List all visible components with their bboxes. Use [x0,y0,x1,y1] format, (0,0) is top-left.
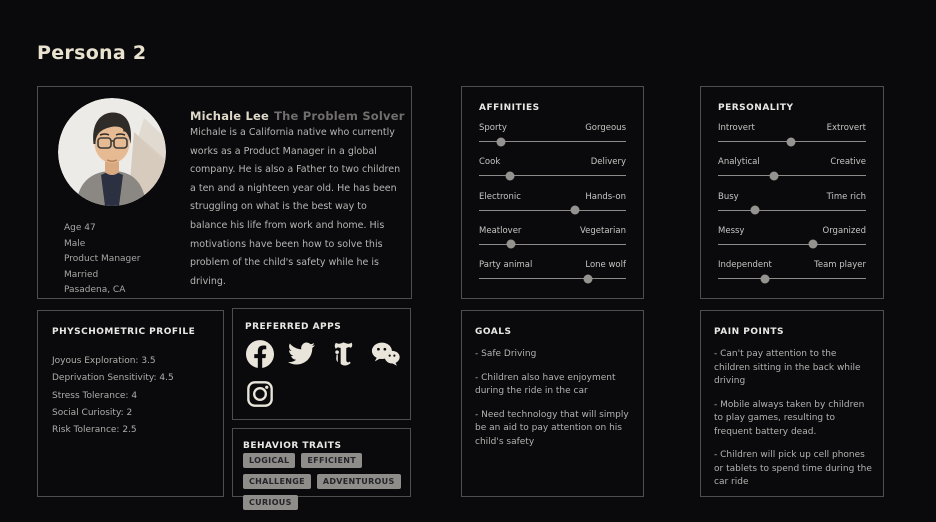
page-title: Persona 2 [37,42,147,64]
goals-panel [461,310,644,497]
affinities-sliders [479,123,626,282]
slider-labels [718,192,866,202]
slider-labels [479,192,626,202]
slider-track[interactable] [718,175,866,176]
personality-slider [718,260,866,282]
personality-slider [718,226,866,248]
slider-right-label: Team player [814,260,866,270]
pain-point-item: - Children will pick up cell phones or tablets to spend time during the car ride [714,450,872,487]
slider-handle[interactable] [808,240,817,249]
slider-right-label: Vegetarian [579,225,626,236]
slider-track[interactable] [479,244,626,245]
slider-handle[interactable] [570,206,579,215]
trait-tag: ADVENTUROUS [317,474,401,489]
slider-labels [479,226,626,236]
slider-labels [718,123,866,133]
slider-right-label: Delivery [590,157,626,168]
preferred-apps-heading: PREFERRED APPS [245,322,342,332]
pain-points-list [714,348,873,500]
affinities-panel [461,86,644,299]
goals-list [475,348,633,459]
slider-track[interactable] [479,210,626,211]
personality-sliders [718,123,866,282]
behavior-traits-panel [232,428,411,507]
slider-left-label: Electronic [479,191,521,202]
name-row [190,105,405,124]
slider-right-label: Extrovert [826,123,866,133]
affinity-slider [479,192,626,214]
demographic-item: Pasadena, CA [64,285,126,295]
slider-left-label: Sporty [479,123,507,133]
personality-slider [718,192,866,214]
slider-track[interactable] [718,141,866,142]
psychometric-item: Stress Tolerance: 4 [52,390,138,401]
pain-point-item: - Mobile always taken by children to play games, resulting to frequent battery dead. [714,399,865,437]
demographic-item: Age 47 [64,223,96,233]
slider-track[interactable] [718,210,866,211]
goals-heading: GOALS [475,327,512,337]
persona-bio: Michale is a California native who currently works as a Product Manager in a global company. He is also a Father to two children a ten and a nighteen year old. He has been struggling on what is the best way to balance his life from work and home. His motivations have been how to solve this problem of the child's safety while he is driving. [190,127,401,287]
trait-tags [243,453,402,510]
slider-labels [718,226,866,236]
slider-track[interactable] [479,175,626,176]
slider-handle[interactable] [505,171,514,180]
demographic-item: Product Manager [64,254,141,264]
pain-points-heading: PAIN POINTS [714,327,784,337]
affinity-slider [479,260,626,282]
slider-handle[interactable] [751,206,760,215]
affinity-slider [479,157,626,179]
trait-tag: CHALLENGE [243,474,311,489]
slider-handle[interactable] [507,240,516,249]
slider-track[interactable] [479,141,626,142]
psychometric-item: Joyous Exploration: 3.5 [52,356,156,366]
slider-labels [479,260,626,270]
slider-left-label: Busy [718,191,739,202]
facebook-icon [245,339,274,368]
trait-tag: EFFICIENT [301,453,362,468]
slider-handle[interactable] [583,274,592,283]
instagram-icon [245,379,274,408]
slider-right-label: Gorgeous [585,123,626,133]
slider-handle[interactable] [497,137,506,146]
slider-left-label: Independent [718,260,772,270]
slider-left-label: Cook [479,157,501,168]
slider-right-label: Hands-on [585,191,626,202]
slider-left-label: Analytical [718,157,760,168]
demographics-list [64,221,140,299]
slider-handle[interactable] [761,274,770,283]
avatar-illustration [58,98,166,206]
demographic-item: Male [64,238,86,249]
twitter-icon [287,339,316,368]
avatar [58,98,166,206]
slider-handle[interactable] [786,137,795,146]
wechat-icon [371,339,400,368]
slider-labels [718,157,866,167]
slider-left-label: Messy [718,225,745,236]
trait-tag: LOGICAL [243,453,295,468]
affinity-slider [479,226,626,248]
personality-slider [718,157,866,179]
app-icons-row [245,339,400,368]
slider-track[interactable] [718,244,866,245]
persona-archetype: The Problem Solver [274,109,405,123]
psychometric-item: Deprivation Sensitivity: 4.5 [52,373,174,384]
slider-track[interactable] [718,278,866,279]
goal-item: - Need technology that will simply be an aid to pay attention on his child's safety [475,409,629,447]
psychometric-item: Risk Tolerance: 2.5 [52,425,137,436]
profile-card [37,86,412,299]
slider-right-label: Time rich [826,191,866,202]
slider-left-label: Introvert [718,123,755,133]
slider-left-label: Party animal [479,260,533,270]
slider-labels [718,260,866,270]
personality-panel [700,86,884,299]
slider-right-label: Organized [822,225,866,236]
goal-item: - Safe Driving [475,349,537,359]
psychometric-heading: PHYSCHOMETRIC PROFILE [52,327,196,337]
goal-item: - Children also have enjoyment during the ride in the car [475,372,616,396]
slider-labels [479,123,626,133]
personality-heading: PERSONALITY [718,103,794,113]
preferred-apps-panel [232,308,411,420]
affinity-slider [479,123,626,145]
pain-point-item: - Can't pay attention to the children sitting in the back while driving [714,349,861,386]
slider-right-label: Lone wolf [585,260,626,270]
slider-labels [479,157,626,167]
affinities-heading: AFFINITIES [479,103,540,113]
trait-tag: CURIOUS [243,495,298,510]
demographic-item: Married [64,269,99,280]
slider-right-label: Creative [830,157,866,168]
persona-name: Michale Lee [190,109,270,123]
psychometric-list [52,353,174,439]
app-icons-row-2 [245,379,274,412]
slider-track[interactable] [479,278,626,279]
nyt-icon [329,339,358,368]
slider-left-label: Meatlover [479,225,522,236]
slider-handle[interactable] [770,171,779,180]
behavior-traits-heading: BEHAVIOR TRAITS [243,441,342,451]
pain-points-panel [700,310,884,497]
psychometric-item: Social Curiosity: 2 [52,407,133,418]
psychometric-panel [37,310,224,497]
personality-slider [718,123,866,145]
